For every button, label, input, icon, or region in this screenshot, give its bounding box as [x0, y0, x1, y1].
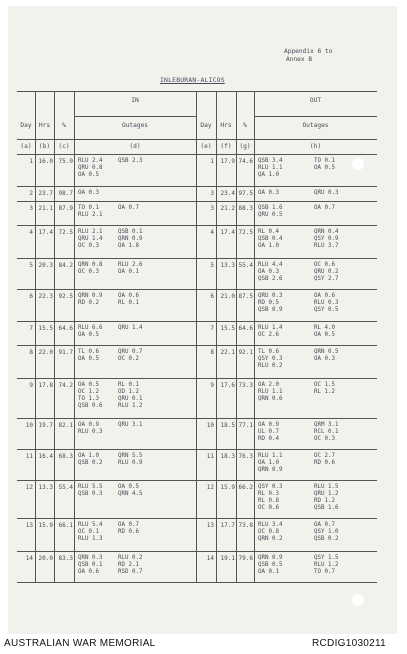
column-header: % [243, 122, 247, 129]
column-code: (e) [200, 143, 212, 150]
appendix-line1: Appendix 6 to [284, 48, 333, 55]
outages-in-cell: RLU 6.6 OA 0.5 [78, 325, 103, 338]
percent-out-cell: 55.4 [238, 262, 253, 269]
punch-hole [352, 594, 364, 606]
hours-out-cell: 17.9 [220, 158, 235, 165]
hours-in-cell: 17.4 [38, 229, 53, 236]
column-code: (b) [38, 143, 51, 150]
hours-in-cell: 20.0 [38, 555, 53, 562]
outages-out-cell: RLU 1.1 OA 1.0 QRN 0.9 [258, 453, 283, 473]
hours-in-cell: 19.7 [38, 422, 53, 429]
outages-in-cell: QRU 1.4 [118, 325, 143, 331]
outages-in-cell: OA 0.5 OC 1.2 TO 1.3 QSB 0.6 [78, 382, 103, 409]
group-out-header: OUT [309, 97, 322, 104]
outages-out-cell: OA 0.7 [314, 205, 335, 211]
header-rule [74, 116, 196, 117]
outages-out-cell: RL 0.4 QSB 0.4 OA 1.0 [258, 229, 283, 249]
outages-out-cell: QRU 0.3 RD 0.5 QSB 0.9 [258, 293, 283, 313]
group-in-header: IN [131, 97, 139, 104]
outages-out-cell: OC 0.6 QRU 0.2 QSY 2.7 [314, 262, 339, 282]
hours-out-cell: 17.6 [220, 382, 235, 389]
column-code: (g) [239, 143, 251, 150]
column-rule [254, 91, 255, 582]
row-rule [17, 345, 377, 346]
outages-in-cell: TL 0.6 OA 0.5 [78, 349, 99, 362]
day-out-cell: 8 [210, 349, 214, 356]
outages-out-cell: QSY 0.3 RL 0.3 RL 0.8 OC 0.6 [258, 484, 283, 511]
day-out-cell: 3 [210, 190, 214, 197]
day-out-cell: 1 [210, 158, 214, 165]
percent-in-cell: 87.9 [58, 205, 73, 212]
outages-out-cell: OA 0.9 UL 0.7 RD 0.4 [258, 422, 279, 442]
percent-in-cell: 55.4 [58, 484, 73, 491]
day-in-cell: 1 [29, 158, 33, 165]
percent-out-cell: 73.3 [238, 382, 253, 389]
percent-in-cell: 74.2 [58, 382, 73, 389]
day-in-cell: 4 [29, 229, 33, 236]
row-rule [17, 551, 377, 552]
day-out-cell: 11 [206, 453, 214, 460]
outages-out-cell: OA 0.3 [258, 190, 279, 196]
day-in-cell: 11 [25, 453, 33, 460]
day-out-cell: 13 [206, 522, 214, 529]
outages-in-cell: OA 0.7 [118, 205, 139, 211]
hours-in-cell: 13.3 [38, 484, 53, 491]
percent-in-cell: 84.2 [58, 262, 73, 269]
day-in-cell: 9 [29, 382, 33, 389]
outages-in-cell: QRN 0.3 QSB 0.1 OA 0.6 [78, 555, 103, 575]
outages-in-cell: OA 0.5 QRN 4.5 [118, 484, 143, 497]
day-out-cell: 10 [206, 422, 214, 429]
hours-out-cell: 23.4 [220, 190, 235, 197]
column-header: Hrs [38, 122, 51, 129]
day-in-cell: 2 [29, 190, 33, 197]
percent-out-cell: 97.5 [238, 190, 253, 197]
day-in-cell: 3 [29, 205, 33, 212]
outages-in-cell: RLU 5.4 OC 0.1 RLU 1.3 [78, 522, 103, 542]
outages-out-cell: OC 2.7 RD 0.6 [314, 453, 335, 466]
percent-in-cell: 98.7 [58, 190, 73, 197]
hours-out-cell: 15.9 [220, 484, 235, 491]
percent-out-cell: 79.6 [238, 555, 253, 562]
column-code: (f) [220, 143, 232, 150]
hours-in-cell: 21.1 [38, 205, 53, 212]
outages-out-cell: QSB 1.6 QRU 0.5 [258, 205, 283, 218]
percent-in-cell: 68.3 [58, 453, 73, 460]
outages-in-cell: RLU 2.4 QRU 0.8 OA 0.5 [78, 158, 103, 178]
hours-out-cell: 21.2 [220, 205, 235, 212]
outages-in-cell: RLU 5.5 QSB 0.3 [78, 484, 103, 497]
hours-in-cell: 23.7 [38, 190, 53, 197]
column-header: Day [200, 122, 212, 129]
outages-in-cell: QSB 0.1 QRN 0.9 OA 1.8 [118, 229, 143, 249]
percent-out-cell: 72.5 [238, 229, 253, 236]
hours-out-cell: 17.4 [220, 229, 235, 236]
hours-out-cell: 21.0 [220, 293, 235, 300]
punch-hole [352, 158, 364, 170]
column-code: (h) [309, 143, 322, 150]
outages-out-cell: RLU 1.4 OC 2.6 [258, 325, 283, 338]
header-rule [254, 116, 377, 117]
table-bottom-rule [17, 582, 377, 583]
row-rule [17, 518, 377, 519]
day-out-cell: 9 [210, 382, 214, 389]
percent-out-cell: 92.1 [238, 349, 253, 356]
percent-out-cell: 77.1 [238, 422, 253, 429]
percent-out-cell: 87.5 [238, 293, 253, 300]
outages-in-cell: QRN 5.5 RLU 0.9 [118, 453, 143, 466]
day-in-cell: 12 [25, 484, 33, 491]
outages-in-cell: TO 0.1 RLU 2.1 [78, 205, 103, 218]
outages-out-cell: QRN 0.4 QSY 0.9 RLU 3.7 [314, 229, 339, 249]
footer-reference: RCDIG1030211 [312, 638, 387, 649]
percent-in-cell: 72.5 [58, 229, 73, 236]
table-title: INLEBURAN-ALICOS [160, 76, 225, 84]
column-header: Outages [121, 122, 149, 129]
day-out-cell: 14 [206, 555, 214, 562]
hours-in-cell: 22.3 [38, 293, 53, 300]
outages-out-cell: RL 4.0 OA 0.5 [314, 325, 335, 338]
day-out-cell: 3 [210, 205, 214, 212]
day-in-cell: 5 [29, 262, 33, 269]
column-code: (c) [58, 143, 70, 150]
outages-out-cell: RLU 1.5 QRU 1.2 RD 1.2 QSB 1.6 [314, 484, 339, 511]
outages-in-cell: OA 0.7 RD 0.6 [118, 522, 139, 535]
column-code: (d) [129, 143, 141, 150]
day-out-cell: 4 [210, 229, 214, 236]
day-out-cell: 12 [206, 484, 214, 491]
percent-in-cell: 83.3 [58, 555, 73, 562]
percent-out-cell: 76.3 [238, 453, 253, 460]
outages-out-cell: RLU 3.4 OC 0.8 QRN 0.2 [258, 522, 283, 542]
percent-out-cell: 64.6 [238, 325, 253, 332]
footer-source: AUSTRALIAN WAR MEMORIAL [4, 638, 156, 649]
percent-out-cell: 88.3 [238, 205, 253, 212]
hours-out-cell: 15.5 [220, 325, 235, 332]
outages-in-cell: QRU 3.1 [118, 422, 143, 428]
outages-out-cell: QRU 0.3 [314, 190, 339, 196]
percent-out-cell: 73.8 [238, 522, 253, 529]
percent-in-cell: 82.1 [58, 422, 73, 429]
day-in-cell: 13 [25, 522, 33, 529]
hours-out-cell: 13.3 [220, 262, 235, 269]
column-header: Day [20, 122, 32, 129]
row-rule [17, 321, 377, 322]
hours-out-cell: 22.1 [220, 349, 235, 356]
outages-in-cell: RL 0.1 OD 1.2 QRU 0.1 RLU 1.2 [118, 382, 143, 409]
row-rule [17, 378, 377, 379]
percent-in-cell: 66.1 [58, 522, 73, 529]
column-rule [74, 91, 75, 582]
hours-out-cell: 18.5 [220, 422, 235, 429]
header-rule [17, 139, 377, 140]
hours-out-cell: 19.1 [220, 555, 235, 562]
row-rule [17, 289, 377, 290]
day-in-cell: 14 [25, 555, 33, 562]
outages-out-cell: OA 0.7 QSY 1.0 QSB 0.2 [314, 522, 339, 542]
outages-in-cell: RLU 0.2 RD 2.1 RSD 0.7 [118, 555, 143, 575]
percent-in-cell: 91.7 [58, 349, 73, 356]
row-rule [17, 258, 377, 259]
day-in-cell: 10 [25, 422, 33, 429]
hours-in-cell: 17.8 [38, 382, 53, 389]
row-rule [17, 225, 377, 226]
outages-in-cell: RLU 2.6 OA 0.1 [118, 262, 143, 275]
day-in-cell: 6 [29, 293, 33, 300]
row-rule [17, 201, 377, 202]
hours-in-cell: 15.9 [38, 522, 53, 529]
outages-out-cell: OC 1.5 RL 1.2 [314, 382, 335, 395]
hours-out-cell: 18.3 [220, 453, 235, 460]
row-rule [17, 449, 377, 450]
day-in-cell: 8 [29, 349, 33, 356]
percent-out-cell: 66.2 [238, 484, 253, 491]
appendix-line2: Annex B [286, 56, 313, 63]
outages-in-cell: OA 1.0 QSB 0.2 [78, 453, 103, 466]
column-header: Hrs [220, 122, 232, 129]
outages-in-cell: OA 0.3 [78, 190, 99, 196]
footer-bar [0, 634, 407, 654]
row-rule [17, 418, 377, 419]
outages-out-cell: TL 0.6 QSY 0.3 RLU 0.2 [258, 349, 283, 369]
hours-out-cell: 17.7 [220, 522, 235, 529]
outages-out-cell: OA 2.0 RLU 1.1 QRN 0.6 [258, 382, 283, 402]
day-out-cell: 6 [210, 293, 214, 300]
hours-in-cell: 16.0 [38, 158, 53, 165]
percent-in-cell: 64.6 [58, 325, 73, 332]
outages-in-cell: QRU 0.7 OC 0.2 [118, 349, 143, 362]
outages-in-cell: RLU 2.1 QRU 1.4 OC 0.3 [78, 229, 103, 249]
day-out-cell: 5 [210, 262, 214, 269]
outages-in-cell: QRN 0.8 OC 0.3 [78, 262, 103, 275]
column-header: Outages [302, 122, 329, 129]
outages-out-cell: QRN 0.5 OA 0.3 [314, 349, 339, 362]
header-rule [17, 154, 377, 155]
percent-in-cell: 75.0 [58, 158, 73, 165]
outages-out-cell: TO 0.1 OA 0.5 [314, 158, 335, 171]
day-out-cell: 7 [210, 325, 214, 332]
outages-out-cell: QSY 1.5 RLU 1.2 TO 0.7 [314, 555, 339, 575]
table-top-rule [17, 91, 377, 92]
outages-out-cell: QRN 0.9 QSB 0.5 OA 0.1 [258, 555, 283, 575]
hours-in-cell: 20.3 [38, 262, 53, 269]
row-rule [17, 186, 377, 187]
outages-out-cell: QSB 3.4 RLU 1.1 QA 1.0 [258, 158, 283, 178]
outages-in-cell: OA 0.9 RLU 0.3 [78, 422, 103, 435]
hours-in-cell: 16.4 [38, 453, 53, 460]
column-code: (a) [20, 143, 32, 150]
outages-in-cell: QSB 2.3 [118, 158, 143, 164]
outages-out-cell: OA 0.6 RLU 0.3 QSY 0.5 [314, 293, 339, 313]
column-header: % [62, 122, 66, 129]
outages-out-cell: QRM 3.1 RCL 0.1 OC 0.3 [314, 422, 339, 442]
percent-in-cell: 92.5 [58, 293, 73, 300]
outages-in-cell: QRN 0.9 RD 0.2 [78, 293, 103, 306]
outages-out-cell: RLU 4.4 OA 0.3 QSB 2.6 [258, 262, 283, 282]
percent-out-cell: 74.6 [238, 158, 253, 165]
day-in-cell: 7 [29, 325, 33, 332]
hours-in-cell: 22.0 [38, 349, 53, 356]
appendix-reference [284, 48, 332, 64]
outages-in-cell: OA 0.6 RL 0.1 [118, 293, 139, 306]
row-rule [17, 480, 377, 481]
hours-in-cell: 15.5 [38, 325, 53, 332]
